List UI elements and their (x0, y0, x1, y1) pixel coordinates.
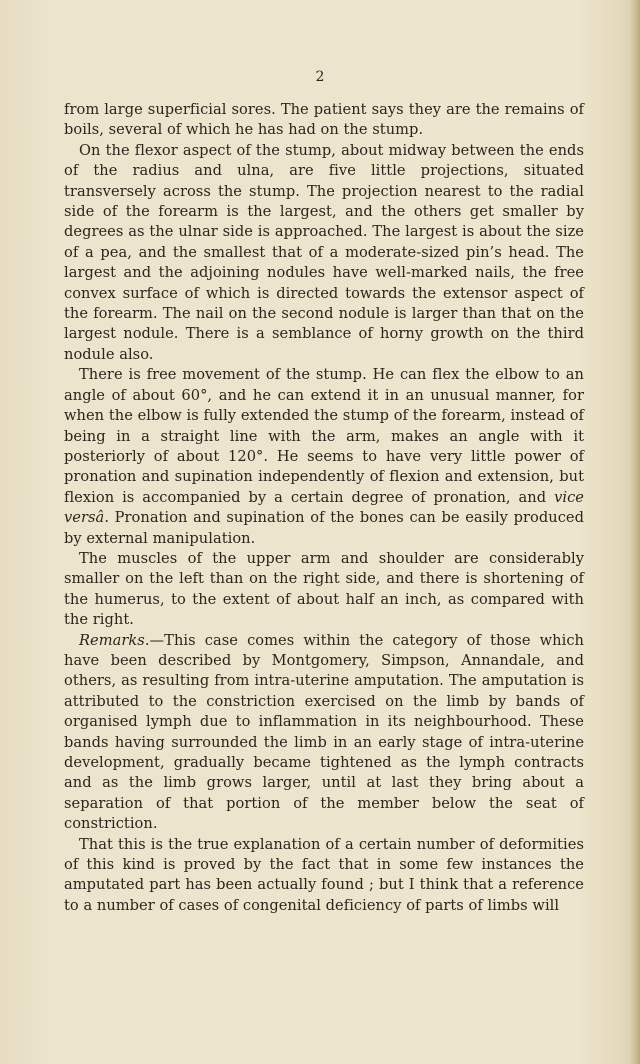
body-text (64, 100, 584, 916)
paragraph-6: That this is the true explanation of a certain number of deformities of this kind is proved by the fact that in some few instances the amputated part has been actually found ; but I think that a reference to a number of cases of congenital deficiency of parts of limbs will (64, 835, 584, 914)
paragraph-3-italic-phrase: vice versâ (64, 488, 584, 527)
paragraph-4: The muscles of the upper arm and shoulder are considerably smaller on the left than on the right side, and there is shortening of the humerus, to the extent of about half an inch, as compared with the right. (64, 549, 584, 629)
page-number: 2 (315, 69, 325, 85)
paragraph-5-text: .—This case comes within the category of those which have been described by Montgomery, Simpson, Annandale, and others, as resulting from intra-uterine amputation. The amputation is attributed to the constriction exercised on the limb by bands of organised lymph due to inflammation in its neighbourhood. These bands having surrounded the limb in an early stage of intra-uterine development, gradually became tightened as the lymph contracts and as the limb grows larger, until at last they bring about a separation of that portion of the member below the seat of constriction. (64, 631, 584, 833)
paragraph-3 (64, 365, 584, 549)
paragraph-5 (64, 631, 584, 835)
paragraph-3-part-2: . Pronation and supination of the bones can be easily produced by external manipulation. (64, 509, 584, 547)
remarks-label: Remarks (79, 631, 145, 649)
page-edge-shadow (630, 0, 640, 1064)
paragraph-3-part-1: There is free movement of the stump. He can flex the elbow to an angle of about 60°, and he can extend it in an unusual manner, for when the elbow is fully extended the stump of the forearm, instead of being in a straight line with the arm, makes an angle with it posteriorly of about 120°. He seems to have very little power of pronation and supination independently of flexion and extension, but flexion is accompanied by a certain degree of pronation, and (64, 366, 584, 506)
paragraph-2: On the flexor aspect of the stump, about midway between the ends of the radius and ulna, are five little projections, situated transversely across the stump. The projection nearest to the radial side of the forearm is the largest, and the others get smaller by degrees as the ulnar side is approached. The largest is about the size of a pea, and the smallest that of a moderate-sized pin’s head. The largest and the adjoining nodules have well-marked nails, the free convex surface of which is directed towards the extensor aspect of the forearm. The nail on the second nodule is larger than that on the largest nodule. There is a semblance of horny growth on the third nodule also. (64, 141, 584, 363)
paragraph-1: from large superficial sores. The patient says they are the remains of boils, several of which he has had on the stump. (64, 101, 584, 139)
